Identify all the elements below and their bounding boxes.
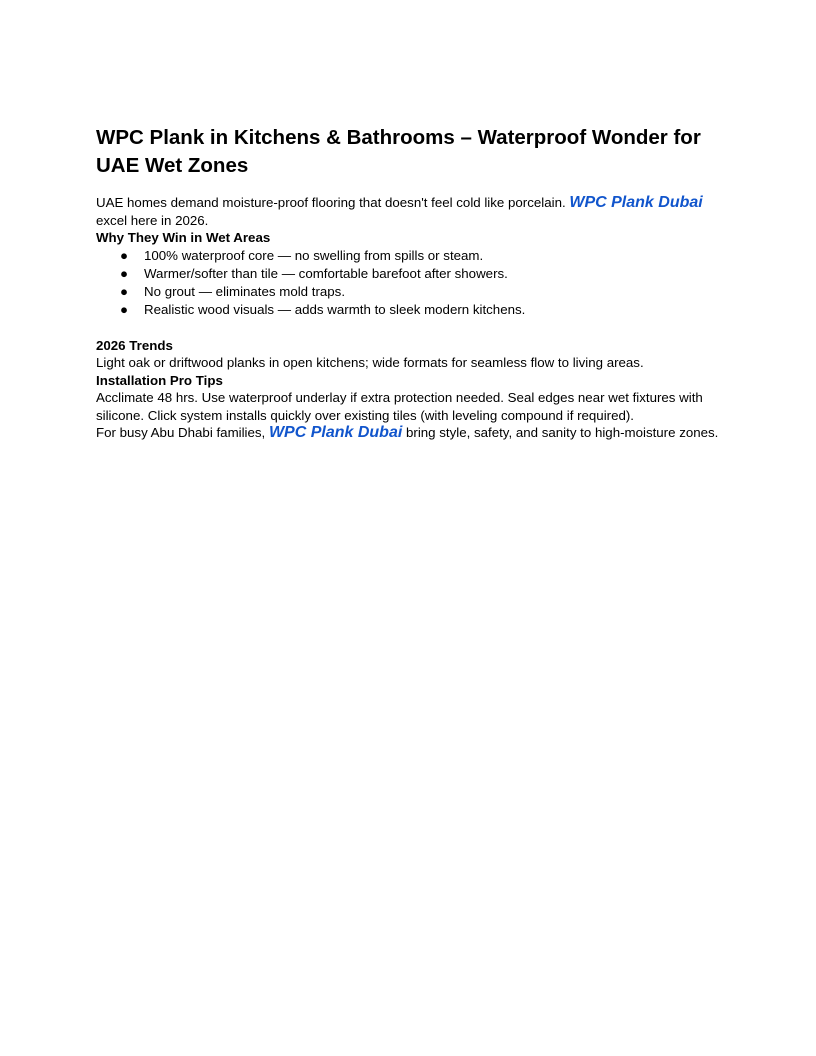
list-item xyxy=(96,283,720,301)
list-item-text: 100% waterproof core — no swelling from spills or steam. xyxy=(144,247,484,263)
closing-paragraph xyxy=(96,424,720,442)
document-title: WPC Plank in Kitchens & Bathrooms – Waterproof Wonder for UAE Wet Zones xyxy=(96,126,701,177)
intro-paragraph xyxy=(96,194,720,229)
document-page xyxy=(96,124,720,442)
list-item xyxy=(96,265,720,283)
list-item xyxy=(96,247,720,265)
intro-link[interactable]: WPC Plank Dubai xyxy=(569,194,703,211)
list-item-text: No grout — eliminates mold traps. xyxy=(144,283,346,299)
closing-text-after: bring style, safety, and sanity to high-moisture zones. xyxy=(402,425,719,440)
bullet-icon: ● xyxy=(120,265,129,281)
intro-text-after: excel here in 2026. xyxy=(96,212,209,228)
intro-text-before: UAE homes demand moisture-proof flooring that doesn't feel cold like porcelain. xyxy=(96,195,570,210)
list-item-text: Warmer/softer than tile — comfortable barefoot after showers. xyxy=(144,265,508,281)
bullet-icon: ● xyxy=(120,301,129,317)
bullet-icon: ● xyxy=(120,283,129,299)
install-paragraph: Acclimate 48 hrs. Use waterproof underlay if extra protection needed. Seal edges near wet fixtures with silicone. Click system installs quickly over existing tiles (with leveling compound if required). xyxy=(96,390,703,423)
closing-text-before: For busy Abu Dhabi families, xyxy=(96,425,269,440)
install-heading: Installation Pro Tips xyxy=(96,372,223,388)
why-heading: Why They Win in Wet Areas xyxy=(96,230,271,245)
bullet-icon: ● xyxy=(120,247,129,263)
list-item-text: Realistic wood visuals — adds warmth to sleek modern kitchens. xyxy=(144,301,526,317)
why-bullet-list xyxy=(96,247,720,319)
trends-paragraph: Light oak or driftwood planks in open kitchens; wide formats for seamless flow to living areas. xyxy=(96,355,644,370)
closing-link[interactable]: WPC Plank Dubai xyxy=(268,424,403,441)
list-item xyxy=(96,301,720,319)
trends-heading: 2026 Trends xyxy=(96,337,173,353)
section-spacer xyxy=(96,319,720,337)
